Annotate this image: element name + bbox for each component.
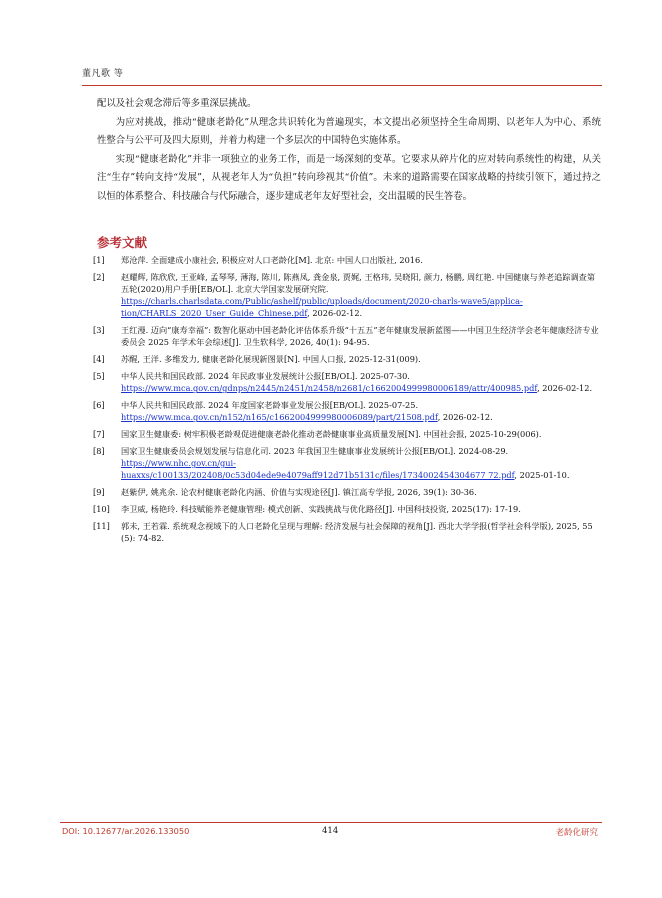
- reference-text: [121, 370, 603, 394]
- reference-text: [121, 445, 603, 482]
- reference-citation: 国家卫生健康委员会规划发展与信息化司. 2023 年我国卫生健康事业发展统计公报[EB/OL]. 2024-08-29.: [121, 445, 509, 456]
- body-paragraph: 为应对挑战，推动“健康老龄化”从理念共识转化为普遍现实，本文提出必须坚持全生命周期、以老年人为中心、系统性整合与公平可及四大原则，并着力构建一个多层次的中国特色实施体系。: [97, 116, 601, 147]
- reference-number: [6]: [93, 400, 105, 410]
- reference-citation: 苏醒, 王洋. 多维发力, 健康老龄化展现新图景[N]. 中国人口报, 2025-12-31(009).: [121, 354, 421, 365]
- reference-citation: 中华人民共和国民政部. 2024 年度国家老龄事业发展公报[EB/OL]. 2025-07-25.: [121, 400, 419, 410]
- running-header-authors: 董凡歌 等: [82, 69, 124, 79]
- reference-number: [7]: [93, 429, 105, 439]
- reference-number: [8]: [93, 445, 105, 456]
- body-paragraph: 实现“健康老龄化”并非一项独立的业务工作，而是一场深刻的变革。它要求从碎片化的应对转向系统性的构建，从关注“生存”转向支持“发展”，从视老年人为“负担”转向珍视其“价值”。未来的道路需要在国家战略的持续引领下，通过持之以恒的体系整合、科技融合与代际融合，逐步建成老年友好型社会，交出温暖的民生答卷。: [97, 153, 601, 202]
- reference-link-wrap: [121, 411, 603, 423]
- reference-text: [121, 271, 603, 320]
- reference-item: [91, 324, 603, 348]
- reference-number: [9]: [93, 487, 105, 497]
- reference-text: [121, 254, 603, 266]
- body-text: [97, 95, 601, 207]
- reference-number: [4]: [93, 354, 105, 365]
- footer-doi: DOI: 10.12677/ar.2026.133050: [62, 826, 190, 836]
- reference-citation: 王红漫. 迈向“康寿幸福”: 数智化驱动中国老龄化评估体系升级“十五五”老年健康发展新蓝图——中国卫生经济学会老年健康经济专业委员会 2025 年学术年会综述[J]. 卫生软科学, 2026, 40(1): 94-95.: [121, 325, 599, 348]
- reference-item: [91, 370, 603, 394]
- reference-url-link[interactable]: https://charls.charlsdata.com/Public/ashelf/public/uploads/document/2020-charls-wave5/applica-: [121, 296, 523, 307]
- reference-citation: 郭未, 王若霖. 系统观念视域下的人口老龄化呈现与理解: 经济发展与社会保障的视角[J]. 西北大学学报(哲学社会科学版), 2025, 55(5): 74-82.: [121, 520, 593, 543]
- reference-item: [91, 399, 603, 423]
- reference-item: [91, 503, 603, 515]
- reference-item: [91, 428, 603, 440]
- reference-access-date: , 2026-02-12.: [307, 308, 363, 319]
- reference-access-date: , 2026-02-12.: [437, 412, 493, 423]
- reference-link-wrap: [121, 457, 603, 481]
- journal-name: 老龄化研究: [555, 828, 598, 838]
- reference-number: [5]: [93, 371, 105, 381]
- reference-access-date: , 2026-02-12.: [537, 383, 593, 394]
- reference-text: [121, 353, 603, 365]
- reference-number: [2]: [93, 271, 105, 282]
- reference-number: [1]: [93, 255, 105, 265]
- reference-link-wrap: [121, 382, 603, 394]
- reference-citation: 中华人民共和国民政部. 2024 年民政事业发展统计公报[EB/OL]. 2025-07-30.: [121, 371, 410, 381]
- reference-item: [91, 520, 603, 544]
- reference-number: [11]: [93, 520, 110, 531]
- reference-text: [121, 503, 603, 515]
- reference-item: [91, 271, 603, 320]
- reference-access-date: , 2025-01-10.: [514, 470, 570, 481]
- reference-citation: 李卫威, 杨艳玲. 科技赋能养老健康管理: 模式创新、实践挑战与优化路径[J]. 中国科技投资, 2025(17): 17-19.: [121, 503, 521, 514]
- reference-link-wrap: [121, 295, 603, 319]
- references-heading: 参考文献: [97, 235, 148, 250]
- reference-url-link[interactable]: tion/CHARLS_2020_User_Guide_Chinese.pdf: [121, 308, 308, 319]
- footer-divider: [60, 822, 602, 823]
- reference-number: [10]: [93, 503, 110, 514]
- reference-url-link[interactable]: https://www.mca.gov.cn/gdnps/n2445/n2451/n2458/n2681/c1662004999980006189/attr/400985.pdf: [121, 383, 538, 394]
- reference-item: [91, 486, 603, 498]
- reference-url-link[interactable]: https://www.mca.gov.cn/n152/n165/c1662004999980006089/part/21508.pdf: [121, 412, 438, 423]
- reference-url-link[interactable]: https://www.nhc.gov.cn/gui-: [121, 458, 236, 468]
- reference-item: [91, 445, 603, 482]
- reference-text: [121, 324, 603, 348]
- reference-item: [91, 353, 603, 365]
- references-list: [91, 254, 603, 549]
- reference-citation: 赵耀辉, 陈欣欣, 王亚峰, 孟琴琴, 薄海, 陈川, 陈燕凤, 龚金泉, 贾娓, 王格玮, 吴晓阳, 颜力, 杨鹏, 周红艳. 中国健康与养老追踪调查第五轮(2020)用户手册[EB/OL]. 北京大学国家发展研究院.: [121, 271, 596, 294]
- reference-citation: 郑沧萍. 全面建成小康社会, 积极应对人口老龄化[M]. 北京: 中国人口出版社, 2016.: [121, 255, 423, 265]
- body-paragraph: 配以及社会观念滞后等多重深层挑战。: [97, 98, 257, 109]
- reference-url-link[interactable]: huaxxs/c100133/202408/0c53d04ede9e4079aff912d71b5131c/files/1734002454304677 72.pdf: [121, 470, 515, 481]
- reference-text: [121, 428, 603, 440]
- reference-text: [121, 520, 603, 544]
- page-number: 414: [322, 826, 339, 836]
- reference-text: [121, 486, 603, 498]
- reference-citation: 赵紫伊, 姚兆余. 论农村健康老龄化内涵、价值与实现途径[J]. 镇江高专学报, 2026, 39(1): 30-36.: [121, 487, 477, 497]
- reference-item: [91, 254, 603, 266]
- reference-number: [3]: [93, 325, 105, 336]
- reference-citation: 国家卫生健康委: 树牢积极老龄观促进健康老龄化推动老龄健康事业高质量发展[N]. 中国社会报, 2025-10-29(006).: [121, 429, 542, 439]
- header-divider: [82, 85, 602, 86]
- reference-text: [121, 399, 603, 423]
